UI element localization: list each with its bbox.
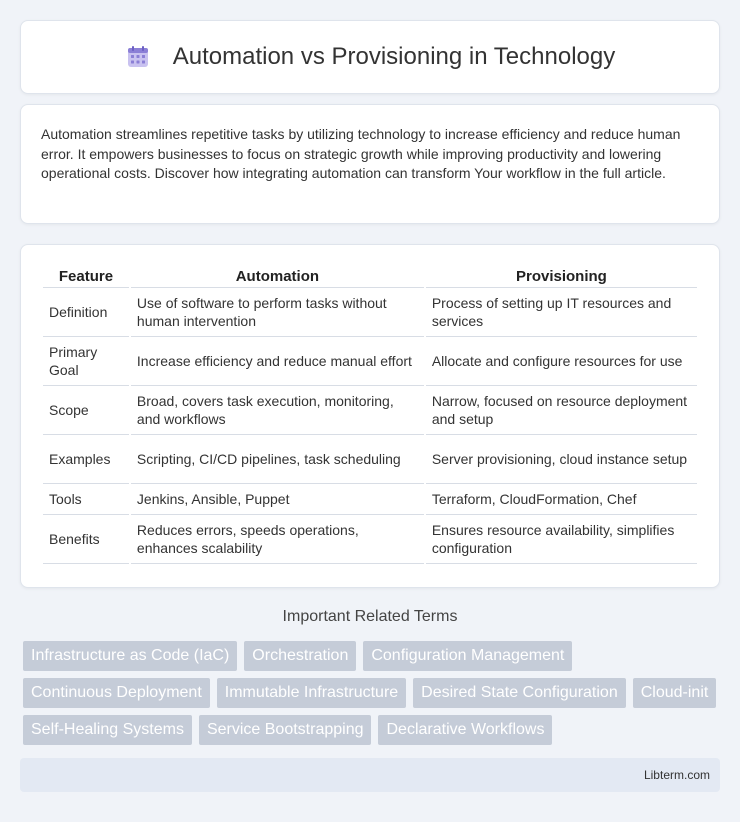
table-row — [43, 515, 697, 564]
related-term-tag[interactable]: Desired State Configuration — [413, 678, 626, 708]
table-row — [43, 288, 697, 337]
row-automation: Reduces errors, speeds operations, enhances scalability — [131, 515, 424, 564]
page-title: Automation vs Provisioning in Technology — [172, 43, 616, 70]
related-term-tag[interactable]: Configuration Management — [363, 641, 572, 671]
table-row — [43, 435, 697, 484]
table-header-row — [43, 265, 697, 288]
row-provisioning: Ensures resource availability, simplifies configuration — [426, 515, 697, 564]
related-term-tag[interactable]: Orchestration — [244, 641, 356, 671]
calendar-grid-icon — [125, 44, 151, 70]
related-terms-list — [23, 641, 723, 745]
header-card — [20, 20, 720, 94]
header-provisioning: Provisioning — [426, 265, 697, 288]
comparison-table — [41, 265, 699, 564]
row-provisioning: Allocate and configure resources for use — [426, 337, 697, 386]
row-feature: Examples — [43, 435, 129, 484]
table-row — [43, 337, 697, 386]
footer-site-link[interactable]: Libterm.com — [643, 768, 710, 782]
table-row — [43, 484, 697, 515]
related-terms-title: Important Related Terms — [282, 608, 458, 625]
row-automation: Use of software to perform tasks without human intervention — [131, 288, 424, 337]
row-feature: Benefits — [43, 515, 129, 564]
row-automation: Broad, covers task execution, monitoring, and workflows — [131, 386, 424, 435]
related-term-tag[interactable]: Service Bootstrapping — [199, 715, 372, 745]
intro-text: Automation streamlines repetitive tasks by utilizing technology to increase efficiency and reduce human error. It empowers businesses to focus on strategic growth while improving productivity and lowering operational costs. Discover how integrating automation can transform Your workflow in the full article. — [41, 126, 681, 181]
row-feature: Primary Goal — [43, 337, 129, 386]
related-term-tag[interactable]: Immutable Infrastructure — [217, 678, 406, 708]
comparison-card — [20, 244, 720, 588]
header-feature: Feature — [43, 265, 129, 288]
related-term-tag[interactable]: Continuous Deployment — [23, 678, 210, 708]
footer — [20, 758, 720, 792]
row-provisioning: Terraform, CloudFormation, Chef — [426, 484, 697, 515]
row-feature: Tools — [43, 484, 129, 515]
row-automation: Scripting, CI/CD pipelines, task scheduling — [131, 435, 424, 484]
related-term-tag[interactable]: Self-Healing Systems — [23, 715, 192, 745]
row-provisioning: Process of setting up IT resources and services — [426, 288, 697, 337]
row-automation: Jenkins, Ansible, Puppet — [131, 484, 424, 515]
table-row — [43, 386, 697, 435]
related-term-tag[interactable]: Declarative Workflows — [378, 715, 552, 745]
related-term-tag[interactable]: Infrastructure as Code (IaC) — [23, 641, 237, 671]
row-feature: Definition — [43, 288, 129, 337]
header-automation: Automation — [131, 265, 424, 288]
row-feature: Scope — [43, 386, 129, 435]
intro-card — [20, 104, 720, 224]
row-automation: Increase efficiency and reduce manual effort — [131, 337, 424, 386]
row-provisioning: Narrow, focused on resource deployment and setup — [426, 386, 697, 435]
related-term-tag[interactable]: Cloud-init — [633, 678, 717, 708]
row-provisioning: Server provisioning, cloud instance setup — [426, 435, 697, 484]
